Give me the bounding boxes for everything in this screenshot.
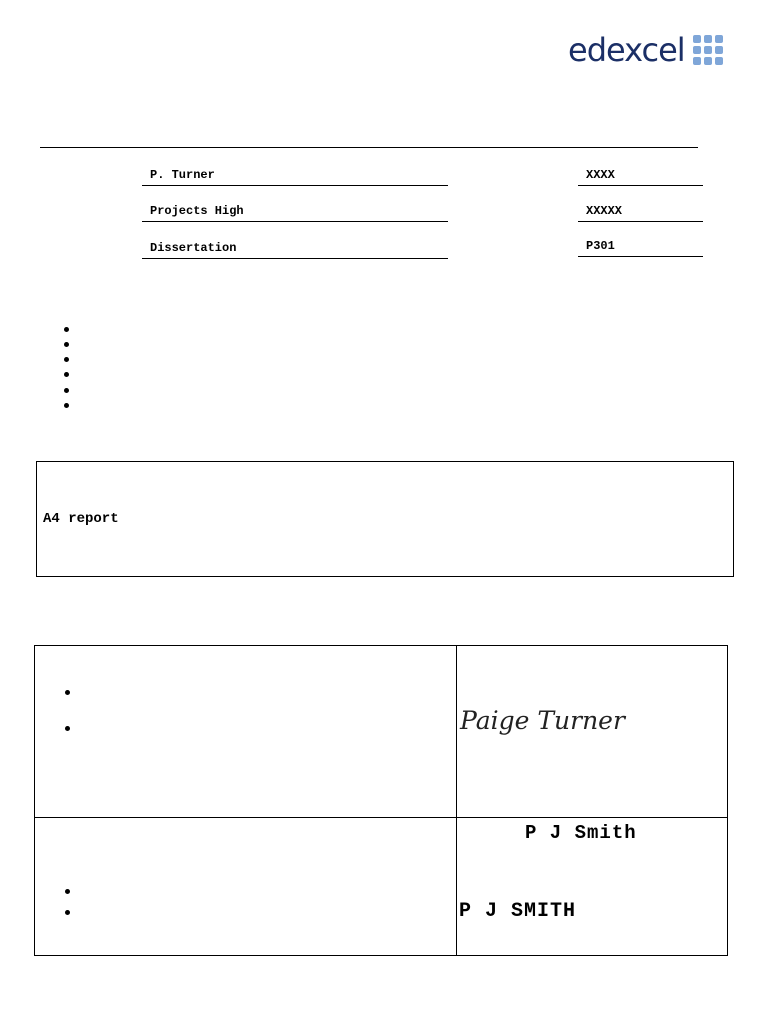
list-item-bullet <box>64 403 69 408</box>
logo-dots-icon <box>693 35 723 65</box>
list-item-bullet <box>64 357 69 362</box>
list-item-bullet <box>64 388 69 393</box>
list-item-bullet <box>64 342 69 347</box>
logo-wordmark: edexcel <box>568 31 685 69</box>
centre-number-field[interactable]: XXXXX <box>578 202 703 222</box>
list-item-bullet <box>65 889 70 894</box>
list-item-bullet <box>65 690 70 695</box>
candidate-number-field[interactable]: XXXX <box>578 166 703 186</box>
list-item-bullet <box>65 910 70 915</box>
candidate-signature: Paige Turner <box>460 706 625 735</box>
edexcel-logo <box>568 30 723 70</box>
list-item-bullet <box>65 726 70 731</box>
product-description-text: A4 report <box>43 511 119 527</box>
product-description-box[interactable] <box>36 461 734 577</box>
candidate-name-field[interactable]: P. Turner <box>142 166 448 186</box>
centre-name-field[interactable]: Projects High <box>142 202 448 222</box>
assessor-name: P J SMITH <box>459 900 577 923</box>
column-divider <box>456 646 457 955</box>
row-divider <box>35 817 727 818</box>
header-divider <box>40 147 698 148</box>
list-item-bullet <box>64 327 69 332</box>
list-item-bullet <box>64 372 69 377</box>
project-title-field[interactable]: Dissertation <box>142 239 448 259</box>
assessor-signature: P J Smith <box>525 822 637 844</box>
declaration-table <box>34 645 728 956</box>
unit-code-field[interactable]: P301 <box>578 237 703 257</box>
